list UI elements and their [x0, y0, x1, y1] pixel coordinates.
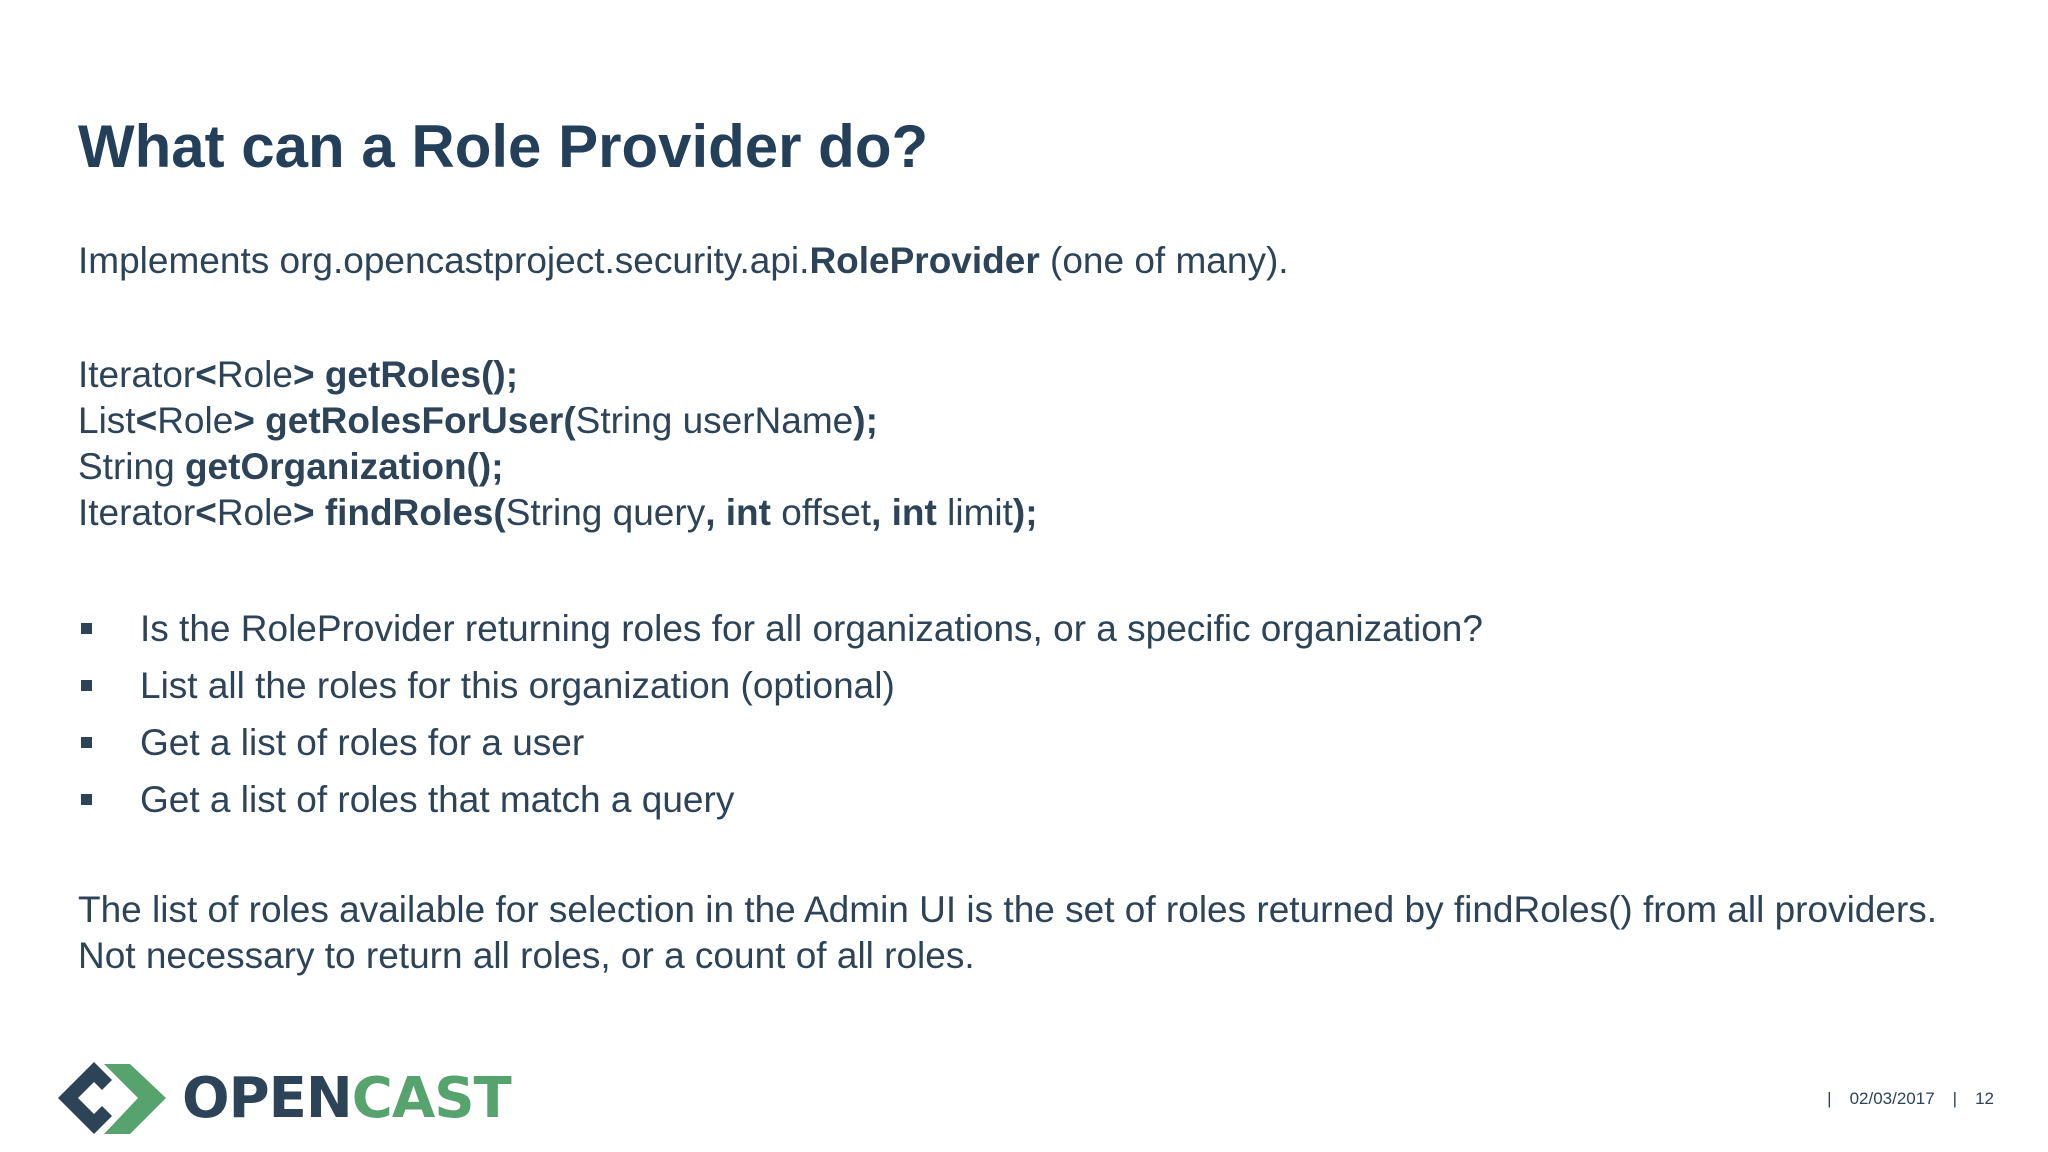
- code-token: String: [78, 446, 185, 487]
- bullet-text: Get a list of roles for a user: [140, 722, 585, 763]
- code-token: Role: [216, 492, 293, 533]
- opencast-diamond-icon: [56, 1058, 168, 1138]
- bullet-text: Get a list of roles that match a query: [140, 779, 735, 820]
- logo-cast-text: CAST: [351, 1065, 511, 1131]
- footer-meta: [1827, 1089, 1994, 1109]
- square-bullet-icon: [81, 794, 92, 805]
- code-token: );: [853, 400, 878, 441]
- code-token: String userName: [575, 400, 854, 441]
- code-token: String query: [505, 492, 706, 533]
- footer-separator: |: [1952, 1089, 1958, 1108]
- code-token: , int: [705, 492, 771, 533]
- page-number: 12: [1975, 1089, 1994, 1108]
- code-token: , int: [871, 492, 937, 533]
- list-item: [78, 714, 1483, 771]
- bullet-text: Is the RoleProvider returning roles for all organizations, or a specific organization?: [140, 608, 1483, 649]
- code-token: Iterator: [78, 354, 196, 395]
- code-token: Iterator: [78, 492, 196, 533]
- intro-prefix: Implements org.opencastproject.security.api.: [78, 240, 810, 281]
- code-token: > getRolesForUser(: [233, 400, 576, 441]
- code-token: > findRoles(: [292, 492, 506, 533]
- code-token: Role: [157, 400, 234, 441]
- code-token: List: [78, 400, 136, 441]
- list-item: [78, 771, 1483, 828]
- code-token: > getRoles();: [292, 354, 519, 395]
- square-bullet-icon: [81, 680, 92, 691]
- closing-paragraph: The list of roles available for selection in the Admin UI is the set of roles returned by findRoles() from all providers. Not necessary to return all roles, or a count of all roles.: [78, 889, 1938, 976]
- code-line-3: [78, 444, 1038, 490]
- list-item: [78, 657, 1483, 714]
- intro-line: [78, 238, 1289, 284]
- bullet-text: List all the roles for this organization (optional): [140, 665, 895, 706]
- code-token: offset: [770, 492, 872, 533]
- footer-date: 02/03/2017: [1849, 1089, 1935, 1108]
- bullet-list: [78, 600, 1483, 828]
- logo-open-text: OPEN: [182, 1065, 352, 1131]
- code-line-2: [78, 398, 1038, 444]
- code-token: <: [195, 492, 217, 533]
- code-token: Role: [216, 354, 293, 395]
- square-bullet-icon: [81, 623, 92, 634]
- intro-bold: RoleProvider: [809, 240, 1040, 281]
- slide-title: What can a Role Provider do?: [78, 113, 929, 180]
- code-token: <: [135, 400, 158, 441]
- logo-wordmark: [182, 1066, 511, 1131]
- intro-suffix: (one of many).: [1039, 240, 1289, 281]
- code-token: );: [1012, 492, 1038, 533]
- opencast-logo: [56, 1058, 511, 1138]
- code-line-1: [78, 352, 1038, 398]
- code-block: [78, 352, 1038, 536]
- code-line-4: [78, 490, 1038, 536]
- footer-separator: |: [1827, 1089, 1832, 1108]
- code-token: <: [195, 354, 217, 395]
- code-token: getOrganization();: [184, 446, 504, 487]
- square-bullet-icon: [81, 737, 92, 748]
- code-token: limit: [936, 492, 1013, 533]
- list-item: [78, 600, 1483, 657]
